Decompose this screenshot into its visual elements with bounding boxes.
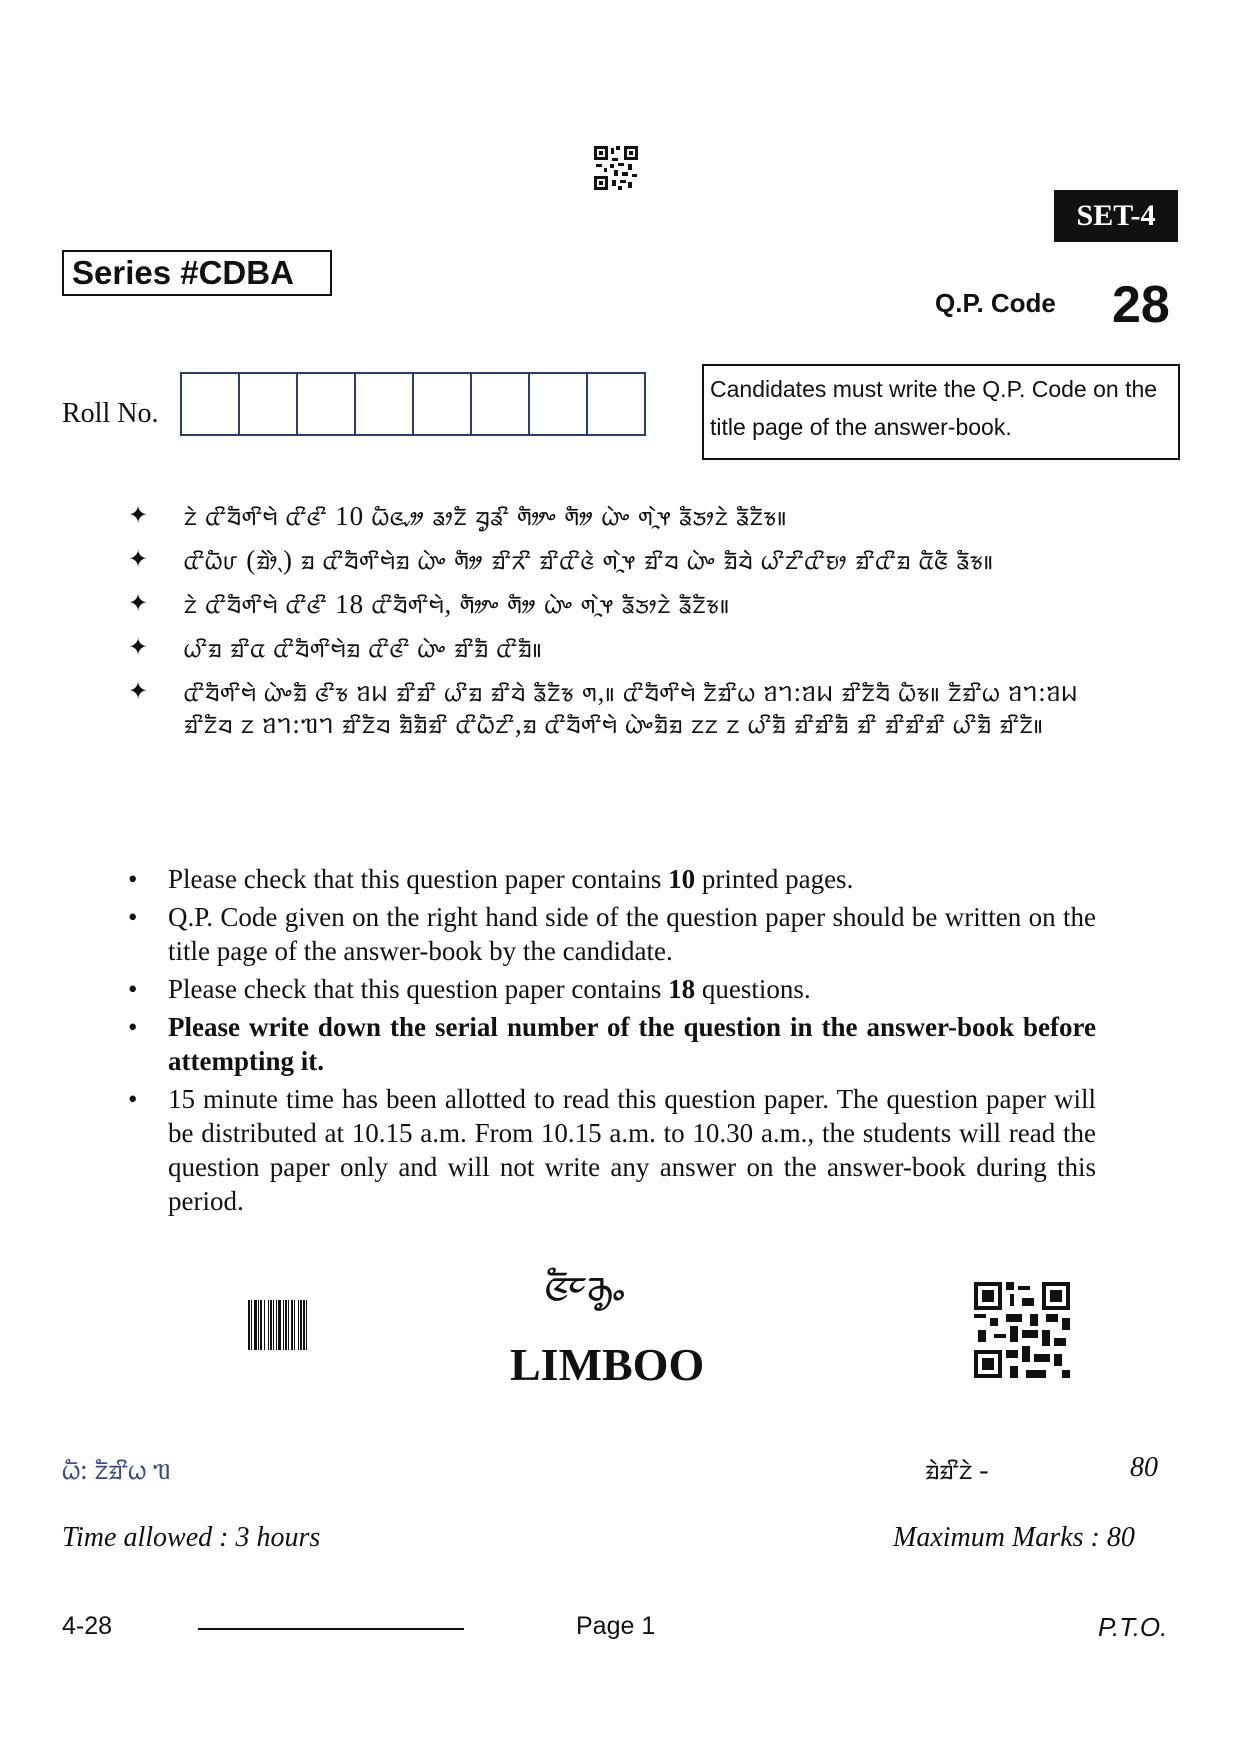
limbu-instruction-text: ᤁᤧ ᤂᤡᤔᤠᤛᤡᤗᤧ ᤂᤡᤜᤡ 18 ᤂᤡᤔᤠᤛᤡᤗᤧ, ᤛᤦᤴ ᤛᤦ ᤐᤧᤴ ᤛᤳᤧᤶ ᤕᤠᤍᤣᤁᤧ ᤕᤠᤁᤠᤃ॥	[184, 589, 731, 619]
qr-code-top	[594, 146, 638, 190]
star-bullet-icon: ✦	[128, 591, 150, 617]
star-bullet-icon: ✦	[128, 679, 150, 705]
roll-number-cell[interactable]	[356, 374, 414, 434]
limbu-instruction-text: ᤂᤡᤔᤠᤛᤡᤗᤧ ᤐᤧᤴᤀᤠ ᤜᤡᤃ ᥑᥕ ᤀᤡᤀᤡ ᤐᤡᤀ ᤀᤡᤔᤧ ᤕᤠᤁᤠᤃ ᤛ,॥ ᤂᤡᤔᤠᤛᤡᤗᤧ ᤁᤠᤀᤡᤐ ᥑᥐ:ᥑᥕ ᤀᤡᤁᤠᤔᤠ ᤐᤠᤃ॥ ᤁᤠᤀᤡᤐ ᥑᥐ:ᥑᥕ ᤀᤡᤁᤠᤔ ᤁ ᥑᥐ:ᥓᥐ ᤀᤡᤁᤠᤔ ᤀᤠᤀᤠᤀᤡ ᤂᤡᤐᤠᤁᤡ,ᤀ ᤂᤡᤔᤠᤛᤡᤗᤧ ᤐᤧᤴᤀᤠᤀ ᤁᤁ ᤁ ᤐᤡᤀᤠ ᤀᤡᤀᤡᤀᤠ ᤀᤡ ᤀᤡᤀᤡᤀᤡ ᤐᤡᤀᤠ ᤀᤡᤁᤠ॥	[184, 677, 1079, 739]
qp-code-notice: Candidates must write the Q.P. Code on the title page of the answer-book.	[702, 364, 1180, 460]
series-label: Series #CDBA	[62, 250, 332, 296]
limbu-instruction-item	[128, 500, 1108, 532]
barcode	[248, 1300, 348, 1350]
subject-name-limbu: ᤜᤠᤰᤌᤢᤱ	[545, 1259, 626, 1310]
instruction-text-part: questions.	[695, 974, 811, 1004]
limbu-instruction-item	[128, 632, 1108, 664]
page-number: Page 1	[576, 1612, 656, 1640]
bullet-icon: •	[128, 902, 138, 932]
roll-number-cell[interactable]	[588, 374, 644, 434]
instruction-item	[124, 900, 1096, 968]
footer-code: 4-28	[62, 1612, 113, 1640]
time-allowed: Time allowed : 3 hours	[62, 1522, 321, 1553]
roll-number-label: Roll No.	[62, 398, 159, 429]
roll-number-cell[interactable]	[182, 374, 240, 434]
instruction-item	[124, 862, 1096, 896]
instruction-text	[168, 1084, 1096, 1216]
roll-number-cell[interactable]	[298, 374, 356, 434]
limbu-instruction-item	[128, 588, 1108, 620]
footer-divider	[198, 1628, 464, 1630]
instruction-item	[124, 972, 1096, 1006]
instruction-text-part: 15 minute time has been allotted to read this question paper. The question paper will be distributed at 10.15 a.m. From 10.15 a.m. to 10.30 a.m., the students will read the question paper only and will not write any answer on the answer-book during this period.	[168, 1084, 1096, 1216]
instruction-text	[168, 974, 811, 1004]
instruction-item	[124, 1010, 1096, 1078]
instruction-text-part: Please write down the serial number of the question in the answer-book before attempting it.	[168, 1012, 1096, 1076]
instruction-text-part: Please check that this question paper contains	[168, 864, 669, 894]
qr-code-subject	[974, 1282, 1070, 1378]
time-label-limbu: ᤐᤠ: ᤁᤠᤀᤡᤐ ᥓ	[62, 1455, 171, 1486]
limbu-instruction-item	[128, 544, 1108, 576]
limbu-instruction-text: ᤂᤡᤐᤠᤙ (ᤀᤧᤣᤧᤷ) ᤀ ᤂᤡᤔᤠᤛᤡᤗᤧᤀ ᤐᤧᤴ ᤛᤦ ᤀᤡᤖᤡ ᤀᤡᤂᤡᤜᤧ ᤛᤳᤧᤶ ᤀᤡᤔ ᤐᤧᤴ ᤀᤠᤔᤧ ᤐᤡᤁᤡᤂᤡᤎᤣ ᤀᤡᤂᤡᤀ ᤂᤠᤜᤠ ᤕᤠᤃ॥	[184, 545, 994, 575]
roll-number-cell[interactable]	[240, 374, 298, 434]
english-instructions	[124, 862, 1096, 1222]
bullet-icon: •	[128, 1084, 138, 1114]
star-bullet-icon: ✦	[128, 635, 150, 661]
limbu-instruction-text: ᤁᤧ ᤂᤡᤔᤠᤛᤡᤗᤧ ᤂᤡᤜᤡ 10 ᤐᤠᤜᤩᤤ ᤕᤣᤁᤠ ᤔᤢᤕᤡ ᤛᤦᤴ ᤛᤦ ᤐᤧᤴ ᤛᤳᤧᤶ ᤕᤠᤍᤣᤁᤧ ᤕᤠᤁᤠᤃ॥	[184, 501, 788, 531]
star-bullet-icon: ✦	[128, 503, 150, 529]
roll-number-cell[interactable]	[414, 374, 472, 434]
qp-code-label: Q.P. Code	[935, 288, 1056, 318]
limbu-instructions	[128, 500, 1108, 752]
roll-number-cell[interactable]	[472, 374, 530, 434]
instruction-text-part: 10	[668, 864, 696, 894]
roll-number-cell[interactable]	[530, 374, 588, 434]
subject-title: LIMBOO	[510, 1339, 705, 1390]
instruction-text-part: Please check that this question paper contains	[168, 974, 669, 1004]
please-turn-over: P.T.O.	[1098, 1612, 1168, 1642]
instruction-text-part: printed pages.	[695, 864, 854, 894]
instruction-item	[124, 1082, 1096, 1218]
bullet-icon: •	[128, 1012, 138, 1042]
roll-number-boxes[interactable]	[180, 372, 646, 436]
star-bullet-icon: ✦	[128, 547, 150, 573]
instruction-text	[168, 864, 853, 894]
marks-value-limbu: 80	[1130, 1452, 1158, 1483]
maximum-marks: Maximum Marks : 80	[893, 1522, 1135, 1553]
marks-label-limbu: ᤀᤧᤀᤡᤁᤧ -	[925, 1455, 989, 1486]
instruction-text-part: 18	[668, 974, 696, 1004]
bullet-icon: •	[128, 974, 138, 1004]
instruction-text	[168, 1012, 1096, 1076]
set-badge: SET-4	[1054, 190, 1178, 242]
bullet-icon: •	[128, 864, 138, 894]
instruction-text-part: Q.P. Code given on the right hand side of the question paper should be written on the title page of the answer-book by the candidate.	[168, 902, 1096, 966]
qp-code-value: 28	[1112, 276, 1170, 334]
limbu-instruction-text: ᤐᤡᤀ ᤀᤡᤂ ᤂᤡᤔᤠᤛᤡᤗᤧᤀ ᤂᤡᤜᤡ ᤐᤧᤴ ᤀᤡᤀᤠ ᤂᤡᤀᤠ॥	[184, 633, 543, 663]
instruction-text	[168, 902, 1096, 966]
limbu-instruction-item	[128, 676, 1108, 740]
